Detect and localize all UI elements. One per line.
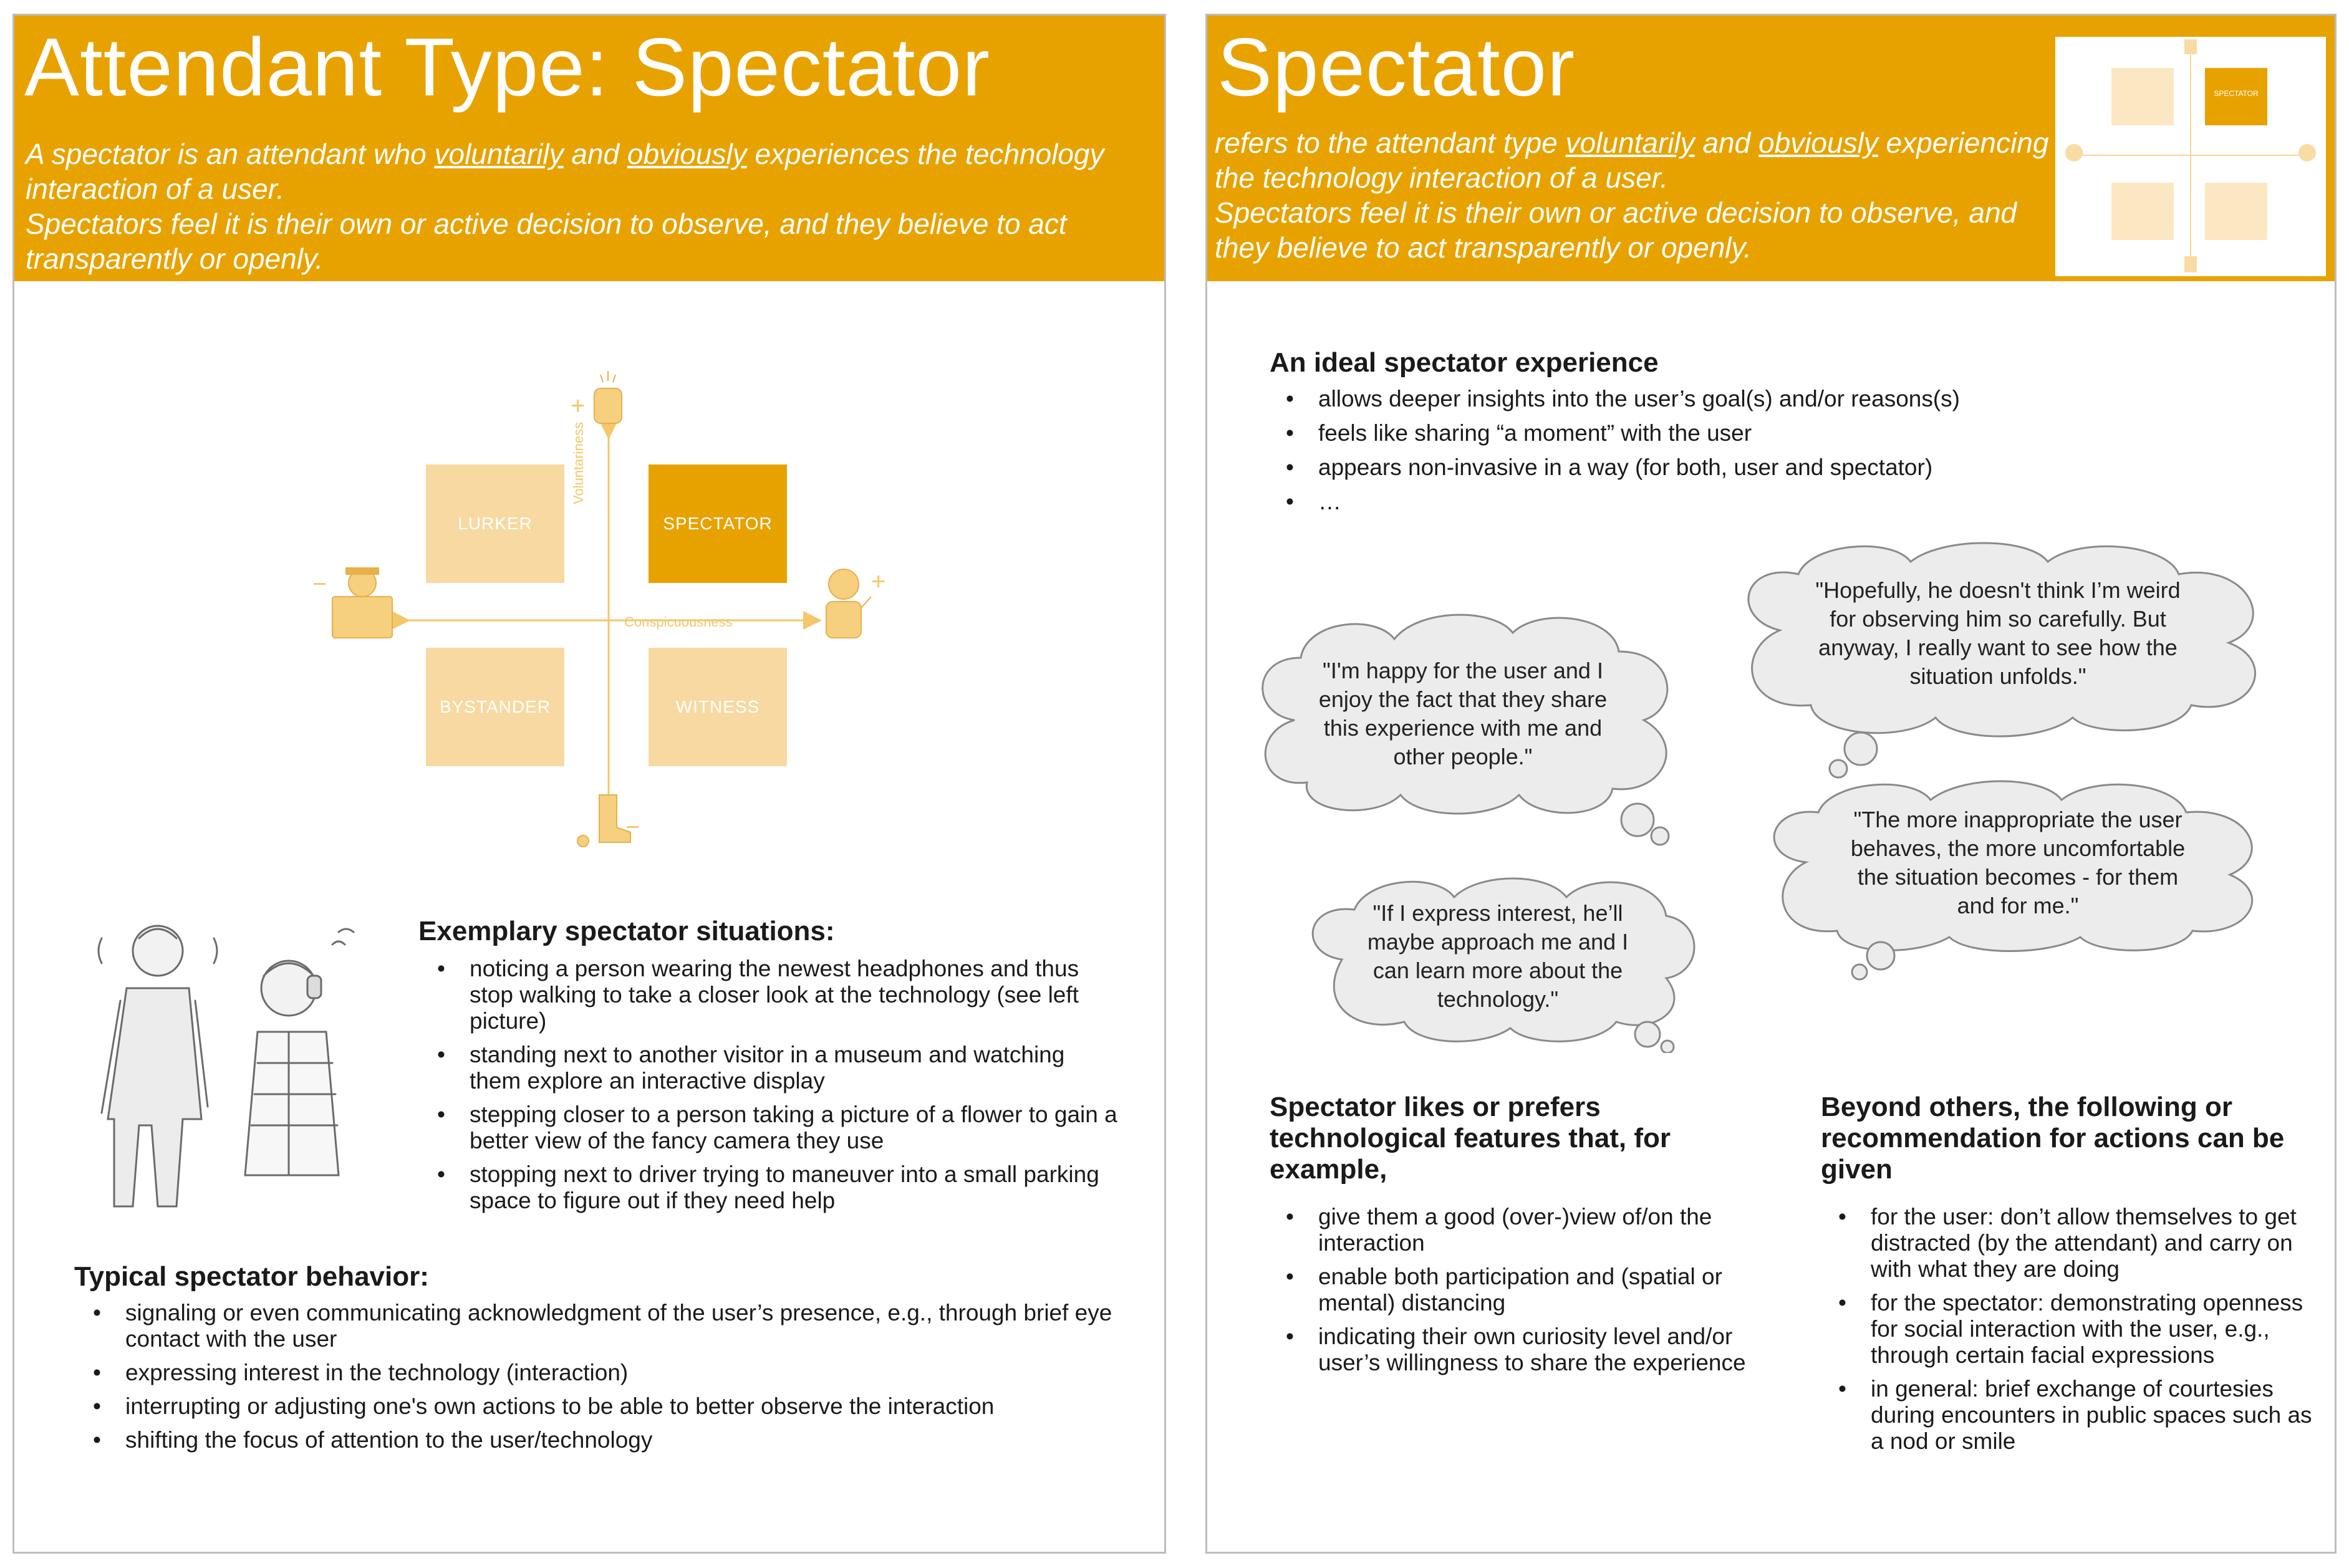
left-header bbox=[14, 16, 1164, 281]
quote-happy: "I'm happy for the user and I enjoy the fact that they share this experience with me and other people." bbox=[1318, 658, 1608, 769]
page-title: Attendant Type: Spectator bbox=[24, 21, 990, 113]
list-item: • signaling or even communicating acknowledgment of the user’s presence, e.g., through brief eye contact with the user bbox=[79, 1300, 1139, 1352]
matrix-thumbnail bbox=[2055, 37, 2326, 276]
list-item: • indicating their own curiosity level and/or user’s willingness to share the experience bbox=[1272, 1324, 1771, 1376]
quadrant-spectator: SPECTATOR bbox=[649, 464, 787, 583]
thumbnail-spectator-label: SPECTATOR bbox=[2214, 89, 2259, 98]
quote-hopefully: "Hopefully, he doesn't think I’m weird for observing him so carefully. But anyway, I really want to see how the situation unfolds." bbox=[1815, 577, 2181, 689]
situations-title: Exemplary spectator situations: bbox=[418, 916, 835, 946]
matrix-axes bbox=[289, 352, 900, 863]
likes-list bbox=[1272, 1204, 1771, 1383]
list-item: • enable both participation and (spatial or mental) distancing bbox=[1272, 1264, 1771, 1316]
list-item: • interrupting or adjusting one's own actions to be able to better observe the interaction bbox=[79, 1393, 1139, 1420]
recommendation-list bbox=[1825, 1204, 2323, 1462]
quote-inappropriate: "The more inappropriate the user behaves, the more uncomfortable the situation becomes - for them and for me." bbox=[1850, 807, 2186, 918]
boot-icon bbox=[577, 795, 630, 847]
conspicuousness-axis-label: Conspicuousness bbox=[624, 614, 733, 630]
list-item: • expressing interest in the technology (interaction) bbox=[79, 1360, 1139, 1386]
list-item: • allows deeper insights into the user’s goal(s) and/or reasons(s) bbox=[1272, 386, 2020, 412]
left-page bbox=[12, 14, 1166, 1554]
list-item: • appears non-invasive in a way (for both, user and spectator) bbox=[1272, 455, 2020, 481]
list-item: • for the user: don’t allow themselves to get distracted (by the attendant) and carry on with what they are doing bbox=[1825, 1204, 2323, 1282]
quadrant-bystander: BYSTANDER bbox=[426, 648, 564, 766]
plus-sign-top: + bbox=[571, 392, 586, 420]
waving-person-icon bbox=[826, 569, 871, 638]
behavior-title: Typical spectator behavior: bbox=[74, 1261, 429, 1292]
list-item: • give them a good (over-)view of/on the interaction bbox=[1272, 1204, 1771, 1256]
list-item: • … bbox=[1272, 489, 2020, 515]
definition-text: refers to the attendant type voluntarily and obviously experiencing the technology interaction of a user. Spectators feel it is their own or active decision to observe, and they believe to act transparently or openly. bbox=[1215, 127, 2049, 264]
thought-bubble-happy bbox=[1238, 608, 1694, 851]
quadrant-witness: WITNESS bbox=[649, 648, 787, 766]
thought-bubble-hopefully bbox=[1717, 537, 2291, 786]
list-item: • stopping next to driver trying to maneuver into a small parking space to figure out if they need help bbox=[423, 1162, 1122, 1214]
situations-list bbox=[423, 956, 1122, 1221]
list-item: • standing next to another visitor in a museum and watching them explore an interactive display bbox=[423, 1042, 1122, 1094]
minus-sign-bottom: − bbox=[625, 814, 640, 841]
minus-sign-left: − bbox=[312, 570, 327, 598]
voluntariness-axis-label: Voluntariness bbox=[571, 421, 586, 504]
attendant-type-matrix bbox=[289, 352, 900, 863]
behavior-list bbox=[79, 1300, 1139, 1461]
ideal-experience-title: An ideal spectator experience bbox=[1270, 347, 1659, 378]
likes-title: Spectator likes or prefers technological features that, for example, bbox=[1270, 1092, 1671, 1185]
list-item: • for the spectator: demonstrating openness for social interaction with the user, e.g., through certain facial expressions bbox=[1825, 1290, 2323, 1368]
quote-express-interest: "If I express interest, he’ll maybe approach me and I can learn more about the technology." bbox=[1367, 900, 1629, 1012]
recommendation-title: Beyond others, the following or recommendation for actions can be given bbox=[1821, 1092, 2285, 1185]
quadrant-lurker: LURKER bbox=[426, 464, 564, 583]
fist-icon bbox=[594, 371, 622, 423]
thought-bubble-express-interest bbox=[1292, 866, 1704, 1053]
right-page bbox=[1205, 14, 2337, 1554]
ideal-experience-list bbox=[1272, 386, 2020, 522]
thought-bubble-inappropriate bbox=[1750, 775, 2286, 981]
plus-sign-right: + bbox=[871, 568, 886, 595]
list-item: • feels like sharing “a moment” with the user bbox=[1272, 420, 2020, 446]
list-item: • shifting the focus of attention to the user/technology bbox=[79, 1427, 1139, 1453]
list-item: • in general: brief exchange of courtesies during encounters in public spaces such as a nod or smile bbox=[1825, 1376, 2323, 1455]
definition-text: A spectator is an attendant who voluntarily and obviously experiences the technology interaction of a user. Spectators feel it is their own or active decision to observe, and they believe to act transparently or openly. bbox=[26, 138, 1104, 275]
right-header bbox=[1207, 16, 2335, 281]
list-item: • stepping closer to a person taking a picture of a flower to gain a better view of the fancy camera they use bbox=[423, 1102, 1122, 1154]
list-item: • noticing a person wearing the newest headphones and thus stop walking to take a closer look at the technology (see left picture) bbox=[423, 956, 1122, 1034]
lurker-reader-icon bbox=[332, 568, 392, 638]
page-title: Spectator bbox=[1217, 21, 1575, 113]
spectator-sketch-illustration bbox=[89, 913, 364, 1219]
